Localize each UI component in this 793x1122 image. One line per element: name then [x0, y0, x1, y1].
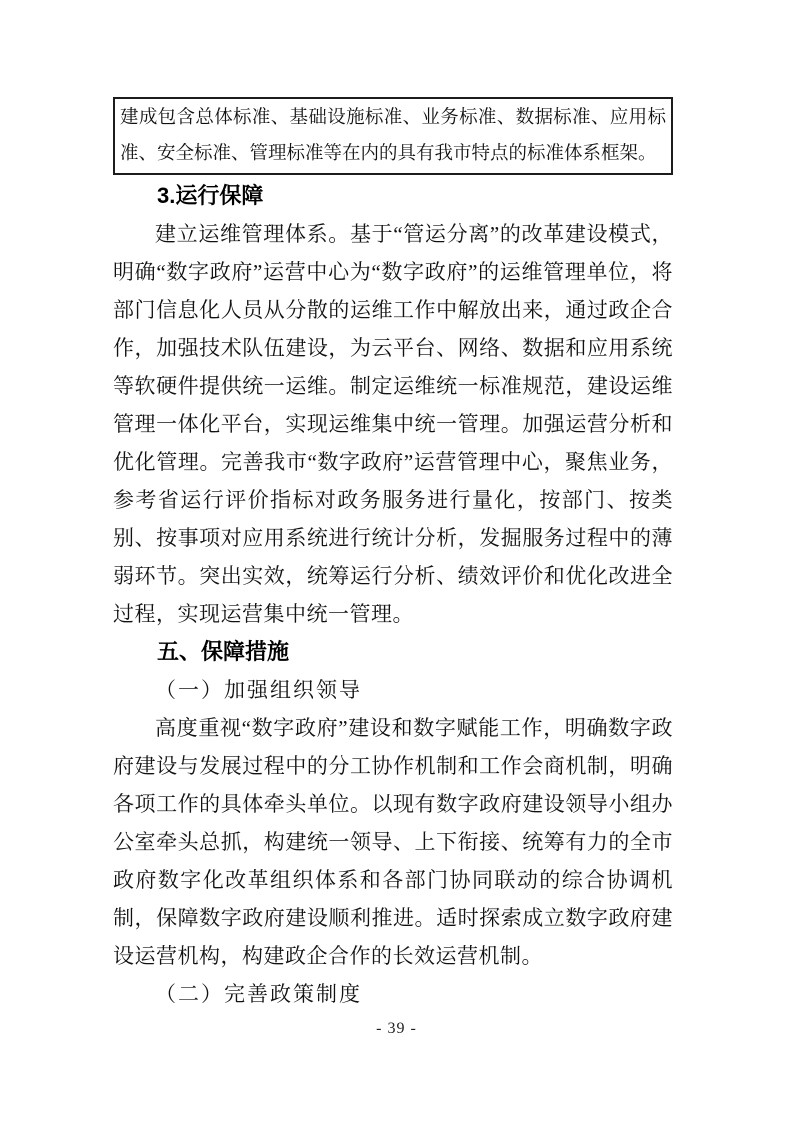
- paragraph-strengthen-leadership: 高度重视“数字政府”建设和数字赋能工作，明确数字政府建设与发展过程中的分工协作机制和工作会商机制，明确各项工作的具体牵头单位。以现有数字政府建设领导小组办公室牵头总抓，构建统一领导、上下衔接、统筹有力的全市政府数字化改革组织体系和各部门协同联动的综合协调机制，保障数字政府建设顺利推进。适时探索成立数字政府建设运营机构，构建政企合作的长效运营机制。: [113, 716, 673, 968]
- boxed-note: 建成包含总体标准、基础设施标准、业务标准、数据标准、应用标准、安全标准、管理标准等在内的具有我市特点的标准体系框架。: [113, 97, 673, 175]
- paragraph-operation-guarantee: 建立运维管理体系。基于“管运分离”的改革建设模式，明确“数字政府”运营中心为“数字政府”的运维管理单位，将部门信息化人员从分散的运维工作中解放出来，通过政企合作，加强技术队伍建设，为云平台、网络、数据和应用系统等软硬件提供统一运维。制定运维统一标准规范，建设运维管理一体化平台，实现运维集中统一管理。加强运营分析和优化管理。完善我市“数字政府”运营管理中心，聚焦业务，参考省运行评价指标对政务服务进行量化，按部门、按类别、按事项对应用系统进行统计分析，发掘服务过程中的薄弱环节。突出实效，统筹运行分析、绩效评价和优化改进全过程，实现运营集中统一管理。: [113, 222, 673, 626]
- subsection-heading-improve-policy: （二）完善政策制度: [155, 982, 362, 1006]
- section-heading-safeguard-measures: 五、保障措施: [157, 639, 290, 664]
- page-number: - 39 -: [376, 1020, 417, 1037]
- subsection-heading-strengthen-leadership: （一）加强组织领导: [155, 678, 362, 702]
- section-heading-operation-guarantee: 3.运行保障: [157, 183, 264, 208]
